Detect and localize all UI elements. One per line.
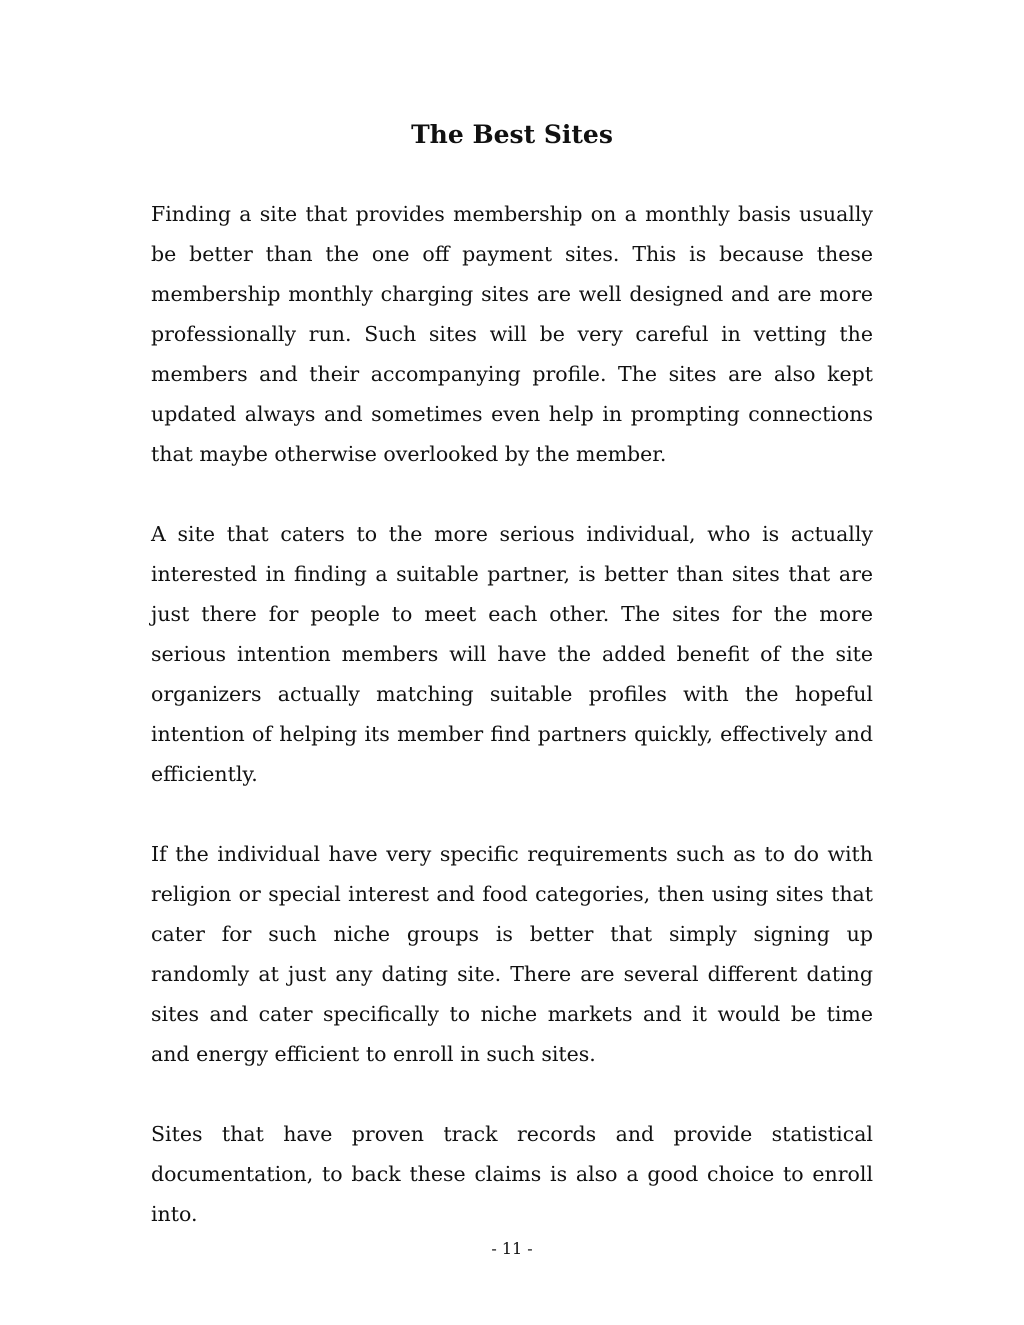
paragraph-2: A site that caters to the more serious individual, who is actually interested in finding a suitable partner, is better than sites that are just there for people to meet each other. The sites for the more serious intention members will have the added benefit of the site organizers actually matching suitable profiles with the hopeful intention of helping its member find partners quickly, effectively and efficiently. [151, 522, 873, 786]
paragraph-3: If the individual have very specific requirements such as to do with religion or special interest and food categories, then using sites that cater for such niche groups is better that simply signing up randomly at just any dating site. There are several different dating sites and cater specifically to niche markets and it would be time and energy efficient to enroll in such sites. [151, 842, 873, 1066]
paragraph-1: Finding a site that provides membership on a monthly basis usually be better than the one off payment sites. This is because these membership monthly charging sites are well designed and are more professionally run. Such sites will be very careful in vetting the members and their accompanying profile. The sites are also kept updated always and sometimes even help in prompting connections that maybe otherwise overlooked by the member. [151, 202, 873, 466]
page-number: - 11 - [491, 1239, 533, 1258]
body-text [151, 194, 873, 1274]
page-title: The Best Sites [411, 120, 613, 149]
paragraph-4: Sites that have proven track records and provide statistical documentation, to back these claims is also a good choice to enroll into. [151, 1122, 873, 1226]
